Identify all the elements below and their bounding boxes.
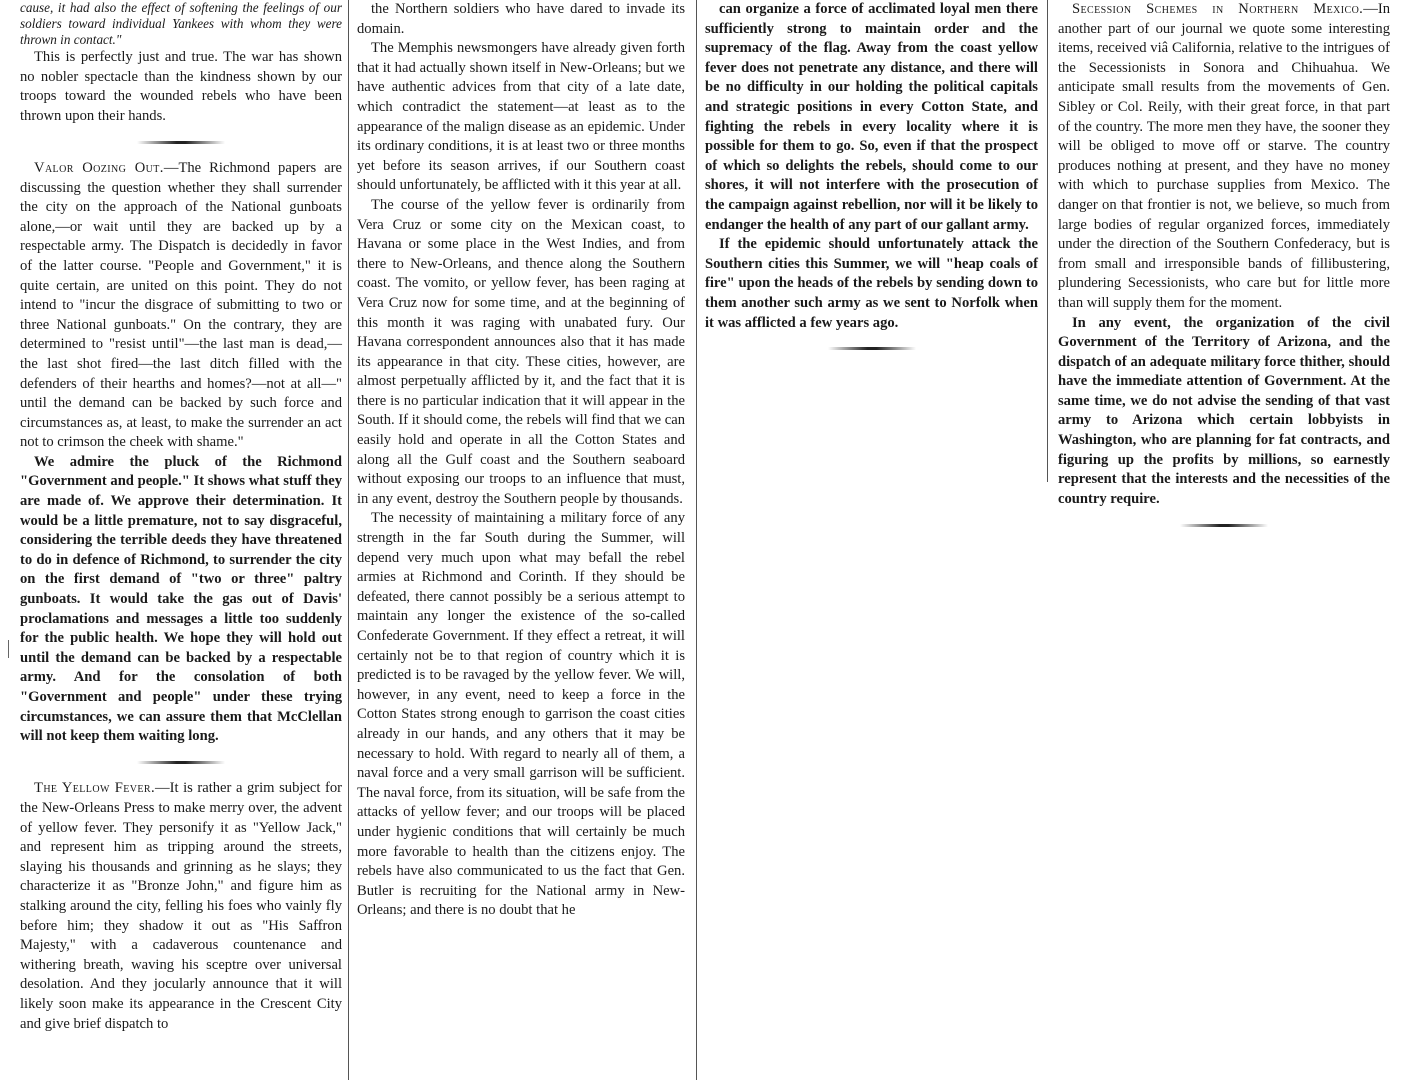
quoted-text: cause, it had also the effect of softening the feelings of our soldiers toward individual Yankees with whom they were thrown in contact."	[20, 0, 342, 47]
paragraph: the Northern soldiers who have dared to invade its domain.	[357, 1, 685, 37]
paragraph: In any event, the organization of the civil Government of the Territory of Arizona, and the dispatch of an adequate military force thither, should have the immediate attention of Government. At the same time, we do not advise the sending of that vast army to Arizona which certain lobbyists in Washington, who are planning for fat contracts, and figuring up the profits by millions, so earnestly represent that the interests and the necessities of the country require.	[1058, 314, 1390, 507]
column-3	[705, 0, 1038, 366]
column-2	[357, 0, 685, 921]
section-divider	[20, 132, 342, 152]
article-body: —The Richmond papers are discussing the question whether they shall surrender the city on the approach of the National gunboats alone,—or wait until they are backed up by a respectable army. The Dispatch is decidedly in favor of the latter course. "People and Government," it is quite certain, are united on this point. They do not intend to "incur the disgrace of submitting to two or three National gunboats." On the contrary, they are determined to "resist until"—the last man is dead,—the last shot fired—the last ditch filled with the defenders of their hearths and homes?—not at all—" until the demand can be backed by such force and circumstances as, at least, to make the surrender an act not to crimson the cheek with shame."	[20, 159, 342, 451]
paragraph: The Memphis newsmongers have already given forth that it had actually shown itself in New-Orleans; but we have authentic advices from that city of a late date, which contradict the statement—at least as to the appearance of the malign disease as an epidemic. Under its ordinary conditions, it is at least two or three months yet before its season arrives, if our Southern coast should unfortunately, be afflicted with it this year at all.	[357, 40, 685, 194]
column-rule	[696, 0, 697, 1080]
section-divider	[1058, 515, 1390, 535]
column-1	[20, 0, 342, 1034]
paragraph: The course of the yellow fever is ordinarily from Vera Cruz or some city on the Mexican coast, to Havana or some place in the West Indies, and from there to New-Orleans, and thence along the Southern coast. The vomito, or yellow fever, has been raging at Vera Cruz now for some time, and at the beginning of this month it was raging with unabated fury. Our Havana correspondent announces also that it has made its appearance in that city. These cities, however, are almost perpetually afflicted by it, and the fact that it is there is no particular indication that it will appear in the South. If it should come, the rebels will find that we can easily hold and operate in all the Cotton States and along all the Gulf coast and the Southern seaboard without exposing our troops to an influence that must, in any event, destroy the Southern people by thousands.	[357, 196, 685, 507]
article-paragraph	[20, 159, 342, 453]
article-heading: The Yellow Fever.	[34, 780, 156, 797]
article-body: —In another part of our journal we quote some interesting items, received viâ California, relative to the intrigues of the Secessionists in Sonora and Chihuahua. We anticipate small results from the movements of Gen. Sibley or Col. Reily, with their great force, in that part of the country. The more men they have, the sooner they will be obliged to move off or starve. The country produces nothing at present, and they have no money with which to purchase supplies from Mexico. The danger on that frontier is not, we believe, so much from large bodies of regular organized forces, immediately under the direction of the Southern Confederacy, but is from small and irresponsible bands of fillibustering, plundering Secessionists, who care but for little more than will supply them for the moment.	[1058, 1, 1390, 311]
column-rule	[348, 0, 349, 1080]
article-heading: Secession Schemes in Northern Mexico.	[1072, 1, 1364, 17]
paragraph: The necessity of maintaining a military force of any strength in the far South during the Summer, will depend very much upon what may befall the rebel armies at Richmond and Corinth. If they should be defeated, there cannot possibly be a serious attempt to maintain any longer the existence of the so-called Confederate Government. If they effect a retreat, it will certainly not be to that region of country which it is predicted is to be ravaged by the yellow fever. We will, however, in any event, need to keep a force in the Cotton States strong enough to garrison the coast cities already in our hands, and any others that it may be necessary to hold. With regard to nearly all of them, a naval force and a very small garrison will be sufficient. The naval force, from its situation, will be safe from the attacks of yellow fever; and our troops will be placed under hygienic conditions that will certainly be much more favorable to health than the citizens enjoy. The rebels have also communicated to us the fact that Gen. Butler is recruiting for the National army in New-Orleans; and there is no doubt that he	[357, 510, 685, 919]
paragraph: This is perfectly just and true. The war has shown no nobler spectacle than the kindness shown by our troops toward the wounded rebels who have been thrown upon their hands.	[20, 49, 342, 124]
margin-mark	[8, 640, 9, 658]
article-body: —It is rather a grim subject for the New-Orleans Press to make merry over, the advent of yellow fever. They personify it as "Yellow Jack," and represent him as tripping around the streets, slaying his thousands and grinning as he slays; they characterize it as "Bronze John," and figure him as stalking around the city, felling his foes who vainly fly before him; they shadow it out as "His Saffron Majesty," with a cadaverous countenance and withering breath, waving his sceptre over universal desolation. And they jocularly announce that it will likely soon make its appearance in the Crescent City and give brief dispatch to	[20, 780, 342, 1032]
paragraph: If the epidemic should unfortunately attack the Southern cities this Summer, we will "heap coals of fire" upon the heads of the rebels by sending down to them another such army as we sent to Norfolk when it was afflicted a few years ago.	[705, 236, 1038, 331]
column-4	[1058, 0, 1390, 542]
article-heading: Valor Oozing Out.	[34, 159, 164, 176]
paragraph: We admire the pluck of the Richmond "Government and people." It shows what stuff they are made of. We approve their determination. It would be a little premature, not to say disgraceful, considering the terrible deeds they have threatened to do in defence of Richmond, to surrender the city on the first demand of "two or three" paltry gunboats. It would take the gas out of Davis' proclamations and messages a little too suddenly for the public health. We hope they will hold out until the demand can be backed by a respectable army. And for the consolation of both "Government and people" under these trying circumstances, we can assure them that McClellan will not keep them waiting long.	[20, 453, 342, 745]
section-divider	[705, 339, 1038, 359]
paragraph: can organize a force of acclimated loyal men there sufficiently strong to maintain order and the supremacy of the flag. Away from the coast yellow fever does not penetrate any distance, and there will be no difficulty in our holding the political capitals and strategic positions in every Cotton State, and fighting the rebels in every locality where it is possible for them to go. So, even if that the prospect of which so delights the rebels, should come to our shores, it will not interfere with the prosecution of the campaign against rebellion, nor will it be likely to endanger the health of any part of our gallant army.	[705, 1, 1038, 233]
section-divider	[20, 753, 342, 773]
article-paragraph	[20, 779, 342, 1034]
article-paragraph	[1058, 0, 1390, 314]
column-rule	[1047, 0, 1048, 482]
